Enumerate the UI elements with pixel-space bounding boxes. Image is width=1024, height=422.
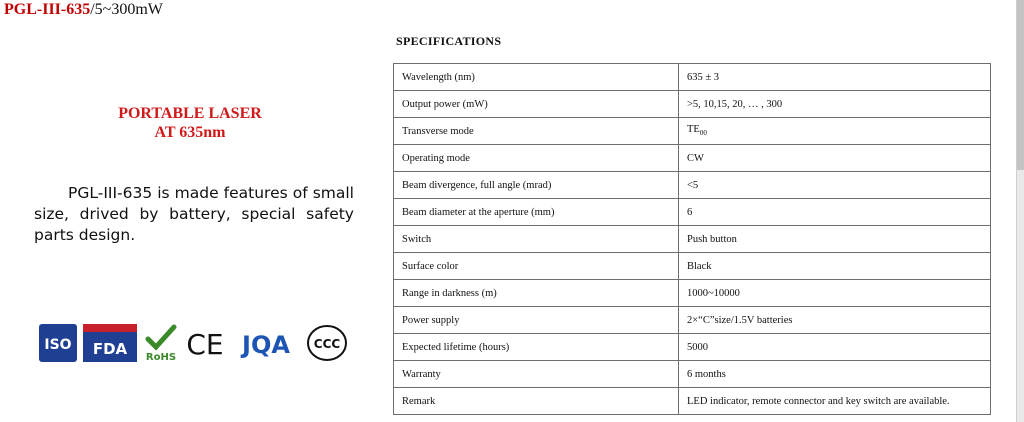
heading-line-2: AT 635nm — [154, 124, 226, 141]
model-name: PGL-III-635 — [4, 1, 91, 18]
spec-label: Warranty — [394, 361, 679, 388]
table-row — [394, 64, 991, 91]
jqa-logo-icon — [230, 323, 302, 363]
table-row — [394, 91, 991, 118]
spec-value: 6 — [679, 199, 991, 226]
page-title — [4, 0, 163, 20]
table-row — [394, 226, 991, 253]
heading-line-1: PORTABLE LASER — [118, 105, 262, 122]
spec-label: Operating mode — [394, 145, 679, 172]
spec-value-subscript: 00 — [699, 129, 707, 138]
spec-label: Output power (mW) — [394, 91, 679, 118]
spec-value: 635 ± 3 — [679, 64, 991, 91]
scrollbar-thumb[interactable] — [1017, 0, 1024, 170]
spec-value: Black — [679, 253, 991, 280]
table-row — [394, 145, 991, 172]
spec-label: Beam divergence, full angle (mrad) — [394, 172, 679, 199]
spec-value: LED indicator, remote connector and key switch are available. — [679, 388, 991, 415]
vertical-scrollbar[interactable] — [1016, 0, 1024, 422]
spec-label: Beam diameter at the aperture (mm) — [394, 199, 679, 226]
spec-label: Surface color — [394, 253, 679, 280]
ccc-logo-icon — [306, 323, 348, 363]
spec-value: <5 — [679, 172, 991, 199]
iso-logo-text: ISO — [44, 337, 72, 353]
spec-value: 6 months — [679, 361, 991, 388]
product-heading — [70, 104, 310, 142]
spec-value-main: TE — [687, 124, 700, 136]
fda-logo-icon — [82, 323, 138, 363]
product-description: PGL-III-635 is made features of small size, drived by battery, special safety parts design. — [34, 184, 354, 244]
fda-logo-text: FDA — [92, 340, 128, 358]
specifications-table — [393, 63, 991, 415]
spec-value: 2×“C”size/1.5V batteries — [679, 307, 991, 334]
ccc-logo-text: CCC — [313, 337, 341, 351]
table-row — [394, 253, 991, 280]
spec-label: Wavelength (nm) — [394, 64, 679, 91]
table-row — [394, 334, 991, 361]
spec-label: Range in darkness (m) — [394, 280, 679, 307]
ce-logo-text: CE — [186, 328, 224, 361]
spec-label: Transverse mode — [394, 118, 679, 145]
table-row — [394, 388, 991, 415]
spec-value: 5000 — [679, 334, 991, 361]
table-row — [394, 172, 991, 199]
table-row — [394, 118, 991, 145]
spec-value: >5, 10,15, 20, … , 300 — [679, 91, 991, 118]
spec-label: Switch — [394, 226, 679, 253]
spec-value: Push button — [679, 226, 991, 253]
table-row — [394, 307, 991, 334]
iso-logo-icon — [38, 323, 78, 363]
spec-label: Power supply — [394, 307, 679, 334]
table-row — [394, 199, 991, 226]
spec-label: Expected lifetime (hours) — [394, 334, 679, 361]
spec-value: CW — [679, 145, 991, 172]
jqa-logo-text: JQA — [242, 331, 290, 359]
ce-logo-icon — [184, 323, 226, 363]
rohs-logo-icon — [142, 323, 180, 363]
spec-label: Remark — [394, 388, 679, 415]
table-row — [394, 361, 991, 388]
power-range: /5~300mW — [90, 1, 163, 18]
spec-value: 1000~10000 — [679, 280, 991, 307]
certification-logos — [38, 320, 348, 366]
rohs-logo-text: RoHS — [145, 352, 177, 363]
table-row — [394, 280, 991, 307]
specifications-title: SPECIFICATIONS — [396, 34, 502, 48]
spec-value — [679, 118, 991, 145]
